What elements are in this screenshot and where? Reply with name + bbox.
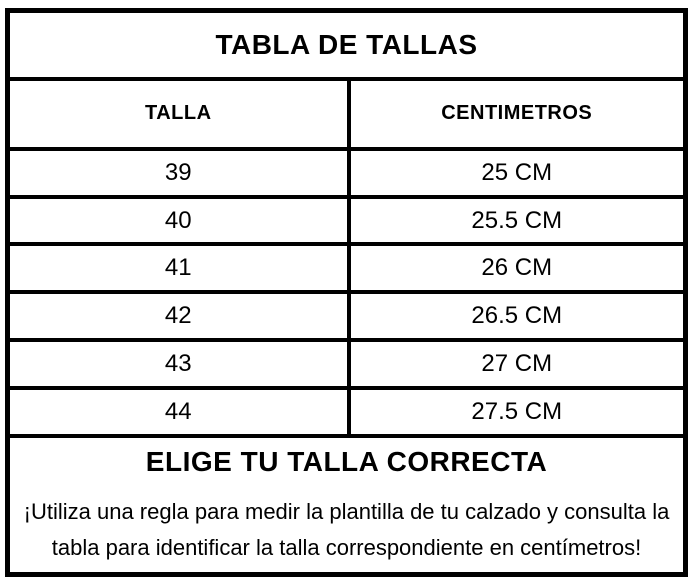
cell-cm: 27 CM [347, 342, 684, 386]
cell-talla: 44 [164, 398, 192, 426]
footer-heading: ELIGE TU TALLA CORRECTA [145, 446, 548, 478]
table-row [10, 246, 683, 294]
footer-section [10, 438, 683, 572]
cell-cm: 27.5 CM [347, 390, 684, 434]
cell-talla: 39 [164, 158, 192, 186]
cell-talla: 43 [164, 350, 192, 378]
table-header-row [10, 81, 683, 151]
table-row [10, 199, 683, 247]
cell-cm: 26 CM [347, 246, 684, 290]
cell-cm: 25 CM [347, 151, 684, 195]
size-chart-table [5, 8, 688, 577]
table-row [10, 390, 683, 438]
cell-talla: 41 [164, 254, 192, 282]
column-header-talla: TALLA [144, 102, 212, 125]
cell-cm: 25.5 CM [347, 199, 684, 243]
table-row [10, 342, 683, 390]
cell-talla: 42 [164, 302, 192, 330]
table-row [10, 151, 683, 199]
cell-cm: 26.5 CM [347, 294, 684, 338]
table-row [10, 294, 683, 342]
column-header-centimetros: CENTIMETROS [347, 81, 684, 147]
chart-title: TABLA DE TALLAS [10, 13, 683, 81]
cell-talla: 40 [164, 206, 192, 234]
footer-note: ¡Utiliza una regla para medir la plantilla de tu calzado y consulta la tabla para identificar la talla correspondiente en centímetros! [23, 499, 670, 561]
